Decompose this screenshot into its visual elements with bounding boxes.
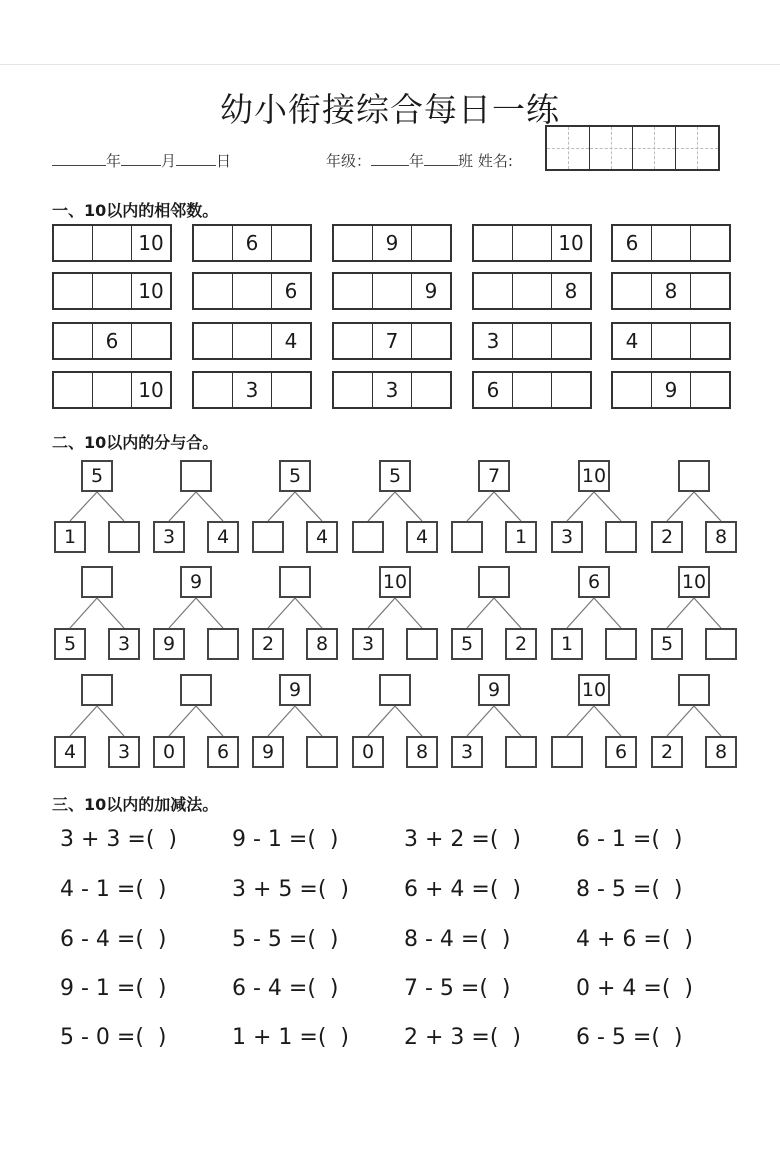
neighbor-cell: 10 xyxy=(131,274,170,308)
neighbor-cell: 6 xyxy=(486,378,500,402)
bond-connector xyxy=(694,706,721,736)
bond-connector xyxy=(694,492,721,521)
neighbor-cell: 6 xyxy=(92,324,131,358)
bond-connector xyxy=(467,706,494,736)
bond-total-box: 9 xyxy=(180,566,212,598)
bond-connector xyxy=(295,706,322,736)
bond-part-box[interactable] xyxy=(306,736,338,768)
bond-part-box[interactable] xyxy=(352,521,384,553)
bond-connector xyxy=(368,492,395,521)
bond-connector xyxy=(97,598,124,628)
bond-connector xyxy=(268,598,295,628)
equation[interactable]: 4 - 1 =( ) xyxy=(60,877,167,902)
bond-part-box: 5 xyxy=(651,628,683,660)
bond-total-box: 7 xyxy=(478,460,510,492)
bond-connector xyxy=(395,706,422,736)
bond-connector xyxy=(395,598,422,628)
neighbor-cell: 3 xyxy=(372,373,411,407)
neighbor-cell: 10 xyxy=(131,226,170,260)
bond-connector xyxy=(169,598,196,628)
equation[interactable]: 7 - 5 =( ) xyxy=(404,976,511,1001)
name-label: 姓名: xyxy=(477,152,513,170)
bond-total-box[interactable] xyxy=(678,460,710,492)
bond-total-box[interactable] xyxy=(678,674,710,706)
bond-part-box: 9 xyxy=(252,736,284,768)
bond-part-box[interactable] xyxy=(207,628,239,660)
bond-part-box: 8 xyxy=(406,736,438,768)
bond-connector xyxy=(97,492,124,521)
bond-connector xyxy=(567,598,594,628)
bond-total-box: 10 xyxy=(578,674,610,706)
neighbor-cell: 10 xyxy=(131,373,170,407)
section-decompose-title: 二、10以内的分与合。 xyxy=(52,433,219,452)
equation[interactable]: 6 - 1 =( ) xyxy=(576,827,683,852)
bond-part-box: 1 xyxy=(551,628,583,660)
equation[interactable]: 6 + 4 =( ) xyxy=(404,877,521,902)
bond-connector xyxy=(196,598,223,628)
bond-part-box: 3 xyxy=(108,736,140,768)
bond-part-box: 3 xyxy=(551,521,583,553)
bond-part-box[interactable] xyxy=(451,521,483,553)
bond-part-box: 8 xyxy=(705,521,737,553)
bond-connector xyxy=(97,706,124,736)
bond-part-box: 8 xyxy=(705,736,737,768)
bond-connector xyxy=(667,598,694,628)
bond-connector xyxy=(494,706,521,736)
bond-part-box: 1 xyxy=(505,521,537,553)
equation[interactable]: 6 - 5 =( ) xyxy=(576,1025,683,1050)
bond-part-box: 2 xyxy=(505,628,537,660)
neighbor-cell: 4 xyxy=(625,329,639,353)
class-label: 班 xyxy=(458,152,474,170)
bond-total-box[interactable] xyxy=(379,674,411,706)
equation[interactable]: 9 - 1 =( ) xyxy=(60,976,167,1001)
bond-connector xyxy=(295,598,322,628)
equation[interactable]: 5 - 5 =( ) xyxy=(232,927,339,952)
bond-connector xyxy=(295,492,322,521)
bond-part-box[interactable] xyxy=(252,521,284,553)
bond-part-box: 6 xyxy=(605,736,637,768)
equation[interactable]: 0 + 4 =( ) xyxy=(576,976,693,1001)
neighbor-cell: 8 xyxy=(651,274,690,308)
bond-total-box: 10 xyxy=(379,566,411,598)
bond-total-box[interactable] xyxy=(81,566,113,598)
bond-connector xyxy=(196,706,223,736)
bond-total-box: 9 xyxy=(279,674,311,706)
bond-part-box: 0 xyxy=(352,736,384,768)
bond-part-box: 3 xyxy=(352,628,384,660)
bond-connector xyxy=(368,706,395,736)
month-label: 月 xyxy=(161,152,177,170)
neighbor-cell: 6 xyxy=(625,231,639,255)
neighbor-cell: 7 xyxy=(372,324,411,358)
bond-part-box[interactable] xyxy=(605,628,637,660)
year-label: 年 xyxy=(106,152,122,170)
bond-part-box: 2 xyxy=(651,521,683,553)
bond-total-box[interactable] xyxy=(81,674,113,706)
bond-total-box[interactable] xyxy=(180,460,212,492)
section-arith-title: 三、10以内的加减法。 xyxy=(52,795,219,814)
bond-connector xyxy=(467,492,494,521)
bond-part-box: 1 xyxy=(54,521,86,553)
bond-connector xyxy=(70,706,97,736)
bond-total-box: 5 xyxy=(279,460,311,492)
bond-part-box[interactable] xyxy=(108,521,140,553)
bond-total-box: 10 xyxy=(578,460,610,492)
bond-connector xyxy=(268,492,295,521)
equation[interactable]: 6 - 4 =( ) xyxy=(232,976,339,1001)
grade-year-label: 年 xyxy=(409,152,425,170)
grade-label: 年级： xyxy=(326,152,372,170)
section-neighbors-title: 一、10以内的相邻数。 xyxy=(52,201,219,220)
bond-connector xyxy=(594,598,621,628)
bond-connector xyxy=(694,598,721,628)
bond-part-box: 4 xyxy=(406,521,438,553)
bond-connector xyxy=(70,492,97,521)
bond-connector xyxy=(494,492,521,521)
equation[interactable]: 2 + 3 =( ) xyxy=(404,1025,521,1050)
neighbor-cell: 6 xyxy=(232,226,271,260)
bond-connector xyxy=(594,492,621,521)
bond-part-box: 4 xyxy=(54,736,86,768)
bond-part-box: 6 xyxy=(207,736,239,768)
bond-total-box[interactable] xyxy=(180,674,212,706)
equation[interactable]: 9 - 1 =( ) xyxy=(232,827,339,852)
equation[interactable]: 8 - 4 =( ) xyxy=(404,927,511,952)
bond-connector xyxy=(667,492,694,521)
bond-part-box: 2 xyxy=(252,628,284,660)
bond-connector xyxy=(268,706,295,736)
neighbor-cell: 9 xyxy=(651,373,690,407)
bond-part-box[interactable] xyxy=(605,521,637,553)
bond-part-box: 3 xyxy=(451,736,483,768)
bond-connector xyxy=(70,598,97,628)
equation[interactable]: 3 + 5 =( ) xyxy=(232,877,349,902)
equation[interactable]: 3 + 2 =( ) xyxy=(404,827,521,852)
bond-connector xyxy=(567,492,594,521)
bond-total-box[interactable] xyxy=(279,566,311,598)
bond-part-box: 4 xyxy=(306,521,338,553)
bond-part-box: 3 xyxy=(108,628,140,660)
neighbor-cell: 6 xyxy=(271,274,310,308)
day-label: 日 xyxy=(216,152,232,170)
worksheet-title: 幼小衔接综合每日一练 xyxy=(220,90,560,129)
bond-total-box[interactable] xyxy=(478,566,510,598)
bond-connector xyxy=(368,598,395,628)
bond-total-box: 10 xyxy=(678,566,710,598)
equation[interactable]: 4 + 6 =( ) xyxy=(576,927,693,952)
bond-connector xyxy=(395,492,422,521)
neighbor-cell: 9 xyxy=(411,274,450,308)
bond-total-box: 6 xyxy=(578,566,610,598)
equation[interactable]: 8 - 5 =( ) xyxy=(576,877,683,902)
bond-connector xyxy=(567,706,594,736)
equation[interactable]: 1 + 1 =( ) xyxy=(232,1025,349,1050)
bond-total-box: 9 xyxy=(478,674,510,706)
bond-connector xyxy=(494,598,521,628)
bond-connector xyxy=(594,706,621,736)
bond-part-box: 5 xyxy=(451,628,483,660)
bond-part-box: 8 xyxy=(306,628,338,660)
bond-connector xyxy=(196,492,223,521)
bond-part-box: 9 xyxy=(153,628,185,660)
bond-part-box: 2 xyxy=(651,736,683,768)
neighbor-cell: 3 xyxy=(486,329,500,353)
bond-part-box: 4 xyxy=(207,521,239,553)
bond-part-box[interactable] xyxy=(705,628,737,660)
neighbor-cell: 9 xyxy=(372,226,411,260)
neighbor-cell: 4 xyxy=(271,324,310,358)
bond-total-box: 5 xyxy=(81,460,113,492)
bond-part-box[interactable] xyxy=(551,736,583,768)
neighbor-cell: 8 xyxy=(551,274,590,308)
equation[interactable]: 5 - 0 =( ) xyxy=(60,1025,167,1050)
neighbor-cell: 3 xyxy=(232,373,271,407)
neighbor-cell: 10 xyxy=(551,226,590,260)
bond-connector xyxy=(169,492,196,521)
bond-connector xyxy=(667,706,694,736)
bond-part-box[interactable] xyxy=(505,736,537,768)
bond-connector xyxy=(169,706,196,736)
bond-part-box: 0 xyxy=(153,736,185,768)
bond-total-box: 5 xyxy=(379,460,411,492)
equation[interactable]: 6 - 4 =( ) xyxy=(60,927,167,952)
equation[interactable]: 3 + 3 =( ) xyxy=(60,827,177,852)
bond-connector xyxy=(467,598,494,628)
bond-part-box[interactable] xyxy=(406,628,438,660)
bond-part-box: 5 xyxy=(54,628,86,660)
bond-part-box: 3 xyxy=(153,521,185,553)
